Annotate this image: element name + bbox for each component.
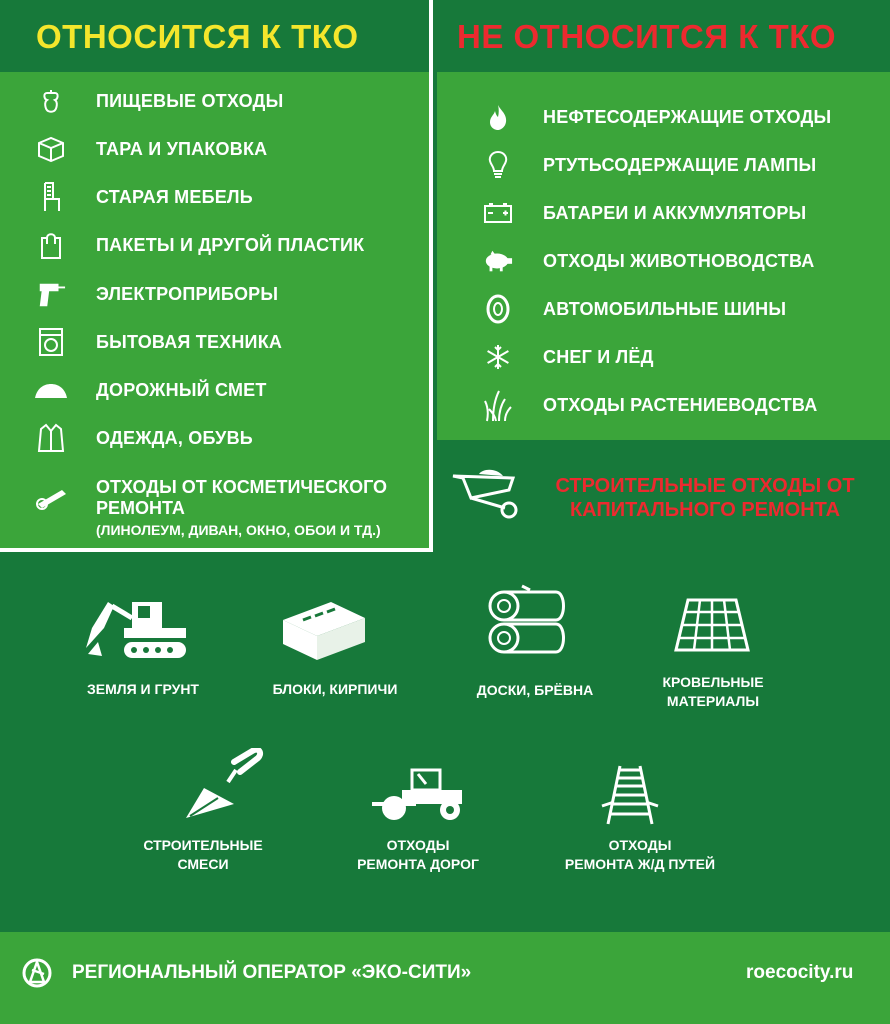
construction-item-caption: БЛОКИ, КИРПИЧИ	[272, 681, 398, 697]
list-item	[36, 423, 253, 453]
list-item	[483, 246, 814, 276]
list-item	[483, 198, 806, 228]
item-label: ОТХОДЫ РАСТЕНИЕВОДСТВА	[543, 394, 818, 415]
item-label: АВТОМОБИЛЬНЫЕ ШИНЫ	[543, 298, 787, 319]
construction-item-caption: ОТХОДЫ РЕМОНТА ДОРОГ	[357, 837, 479, 872]
item-note: (ЛИНОЛЕУМ, ДИВАН, ОКНО, ОБОИ И ТД.)	[96, 522, 381, 538]
item-label: СНЕГ И ЛЁД	[543, 346, 654, 367]
item-label: ПИЩЕВЫЕ ОТХОДЫ	[96, 90, 284, 111]
grass-icon	[483, 386, 513, 424]
wallpaper-roll-icon	[34, 484, 68, 515]
list-item	[36, 134, 267, 164]
construction-item-caption: СТРОИТЕЛЬНЫЕ СМЕСИ	[143, 837, 263, 872]
list-item	[36, 327, 282, 357]
right-title: НЕ ОТНОСИТСЯ К ТКО	[457, 18, 837, 55]
pig-icon	[483, 246, 513, 276]
list-item-cosmetic-repair	[96, 477, 387, 541]
item-label-line2: РЕМОНТА	[96, 498, 185, 518]
item-label: НЕФТЕСОДЕРЖАЩИЕ ОТХОДЫ	[543, 106, 832, 127]
construction-item-caption: ОТХОДЫ РЕМОНТА Ж/Д ПУТЕЙ	[564, 837, 716, 872]
right-header	[437, 0, 890, 72]
construction-item-caption: ЗЕМЛЯ И ГРУНТ	[87, 681, 199, 697]
left-panel	[0, 0, 433, 552]
construction-title-line2: КАПИТАЛЬНОГО РЕМОНТА	[569, 499, 841, 521]
item-label: БАТАРЕИ И АККУМУЛЯТОРЫ	[543, 202, 807, 223]
list-item	[483, 294, 786, 324]
item-label-line1: ОТХОДЫ ОТ КОСМЕТИЧЕСКОГО	[96, 477, 388, 497]
list-item	[483, 150, 816, 180]
left-title: ОТНОСИТСЯ К ТКО	[36, 18, 359, 55]
construction-title-line1: СТРОИТЕЛЬНЫЕ ОТХОДЫ ОТ	[555, 475, 855, 497]
railway-icon	[598, 764, 662, 831]
roof-tiles-icon	[674, 598, 750, 659]
left-header	[0, 0, 429, 72]
battery-icon	[483, 198, 513, 228]
construction-item-caption: ДОСКИ, БРЁВНА	[476, 682, 594, 698]
lightbulb-icon	[483, 150, 513, 180]
item-label: ДОРОЖНЫЙ СМЕТ	[96, 379, 267, 400]
excavator-icon	[84, 598, 188, 665]
chair-icon	[36, 182, 66, 212]
item-label: ЭЛЕКТРОПРИБОРЫ	[96, 283, 279, 304]
item-label: ТАРА И УПАКОВКА	[96, 138, 268, 159]
item-label: ОТХОДЫ ЖИВОТНОВОДСТВА	[543, 250, 815, 271]
item-label: БЫТОВАЯ ТЕХНИКА	[96, 331, 283, 352]
dirt-pile-icon	[34, 375, 68, 405]
list-item	[483, 342, 654, 372]
item-label: ОДЕЖДА, ОБУВЬ	[96, 427, 253, 448]
list-item	[34, 375, 267, 405]
footer-operator: РЕГИОНАЛЬНЫЙ ОПЕРАТОР «ЭКО-СИТИ»	[72, 962, 472, 983]
plastic-bag-icon	[36, 230, 66, 260]
list-item	[36, 86, 283, 116]
shirt-icon	[36, 423, 66, 453]
drill-icon	[36, 279, 66, 309]
list-item	[483, 386, 817, 424]
trowel-icon	[184, 748, 264, 827]
logs-icon	[486, 584, 568, 665]
construction-item-caption: КРОВЕЛЬНЫЕ МАТЕРИАЛЫ	[662, 674, 764, 709]
item-label: ПАКЕТЫ И ДРУГОЙ ПЛАСТИК	[96, 234, 365, 255]
list-item	[36, 182, 253, 212]
flame-icon	[483, 102, 513, 132]
list-item	[36, 279, 278, 309]
wheelbarrow-icon	[451, 468, 519, 525]
eco-city-logo-icon	[22, 958, 52, 993]
footer-site-link[interactable]: roecocity.ru	[746, 962, 854, 983]
list-item	[36, 230, 364, 260]
tire-icon	[483, 294, 513, 324]
item-label: РТУТЬСОДЕРЖАЩИЕ ЛАМПЫ	[543, 154, 817, 175]
construction-title	[535, 474, 875, 522]
construction-header	[437, 440, 890, 550]
snowflake-icon	[483, 342, 513, 372]
washing-machine-icon	[36, 327, 66, 357]
apple-core-icon	[36, 86, 66, 116]
road-roller-icon	[372, 768, 466, 827]
right-panel	[437, 72, 890, 440]
item-label: СТАРАЯ МЕБЕЛЬ	[96, 186, 253, 207]
brick-icon	[281, 600, 367, 667]
list-item	[483, 102, 831, 132]
box-icon	[36, 134, 66, 164]
